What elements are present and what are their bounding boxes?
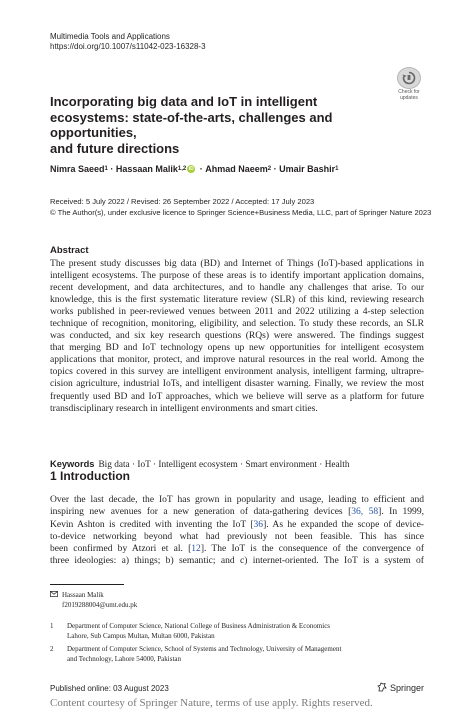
springer-horse-icon	[377, 682, 387, 694]
abstract-line: recent development, and data architectures, and to handle any challenges that arise. To our	[50, 282, 424, 294]
abstract-line: cision agriculture, industrial IoTs, and intelligent disaster warning. Finally, we review the most	[50, 378, 424, 390]
keywords-list: Big data · IoT · Intelligent ecosystem · Smart environment · Health	[98, 460, 350, 470]
check-updates-line2: updates	[400, 94, 418, 101]
affiliation-line: Department of Computer Science, National College of Business Administration & Economics	[67, 622, 331, 630]
author-name[interactable]: Umair Bashir	[279, 164, 336, 174]
author-name[interactable]: Ahmad Naeem	[205, 164, 268, 174]
introduction-text	[50, 494, 424, 568]
abstract-line: applications that monitor, protect, and improve natural resources in the real world. Among the	[50, 354, 424, 366]
abstract-line: that merging BD and IoT technology opens up new opportunities for intelligent ecosystem	[50, 342, 424, 354]
abstract-line: transdisciplinary research in intelligent environments and smart cities.	[50, 402, 318, 414]
journal-name: Multimedia Tools and Applications	[50, 32, 170, 41]
publisher-name: Springer	[390, 683, 425, 693]
abstract-line: works published in peer-reviewed venues between 2011 and 2022 utilizing a 4-step selection	[50, 306, 424, 318]
title-line: Incorporating big data and IoT in intelligent	[50, 94, 318, 109]
keywords-label: Keywords	[50, 459, 95, 469]
author-name[interactable]: Hassaan Malik	[115, 164, 178, 174]
section-heading-introduction: 1 Introduction	[50, 469, 130, 483]
doi-link[interactable]: https://doi.org/10.1007/s11042-023-16328-3	[50, 42, 206, 51]
affiliation-number: 1	[50, 622, 54, 630]
author-affil-sup: 1	[335, 166, 339, 172]
author-name[interactable]: Nimra Saeed	[50, 164, 105, 174]
author-affil-sup: 1,2	[177, 166, 187, 172]
author-separator: ·	[197, 164, 206, 174]
article-dates	[50, 197, 431, 218]
title-line: and future directions	[50, 140, 180, 156]
abstract-heading: Abstract	[50, 245, 89, 256]
author-affil-sup: 1	[104, 166, 108, 172]
abstract-line: technique of recognition, monitoring, eligibility, and selection. To study these records, an SLR	[50, 318, 424, 330]
author-affil-sup: 2	[267, 166, 272, 172]
intro-line: been confirmed by Atzori et al. [12]. The IoT is the consequence of the convergence of	[50, 543, 424, 555]
affiliation-line: and Technology, Lahore 54000, Pakistan	[67, 654, 182, 663]
citation-link[interactable]: 36, 58	[351, 506, 379, 518]
intro-line: Over the last decade, the IoT has grown in popularity and usage, leading to efficient and	[50, 494, 424, 505]
author-separator: ·	[107, 164, 116, 174]
abstract-line: was conducted, and six key research questions (RQs) were answered. The findings suggest	[50, 330, 424, 342]
intro-line: three ideologies: a) things; b) semantic; and c) internet-oriented. The IoT is a system of	[50, 555, 424, 567]
copyright-notice: © The Author(s), under exclusive licence to Springer Science+Business Media, LLC, part of Springer Nature 2023	[50, 207, 432, 217]
abstract-line: knowledge, this is the first systematic literature review (SLR) of this kind, reviewing research	[50, 294, 424, 306]
corresponding-author: Hassaan Malik	[62, 591, 104, 599]
intro-line: Kevin Ashton is credited with inventing the IoT [36]. As he expanded the scope of device-	[50, 518, 424, 530]
correspondence	[50, 590, 137, 610]
published-date: Published online: 03 August 2023	[50, 684, 169, 693]
author-list	[50, 164, 339, 174]
footnote-divider	[50, 584, 124, 585]
abstract-text	[50, 258, 424, 415]
journal-header	[50, 32, 206, 52]
orcid-icon[interactable]: iD	[188, 166, 194, 172]
abstract-line: topics covered in this survey are intelligent environment analysis, intelligent farming, ultrapre-	[50, 366, 424, 378]
check-updates-icon	[397, 67, 421, 89]
abstract-line: frequently used BD and IoT approaches, which we believe will serve as a platform for future	[50, 390, 424, 402]
intro-line: inspiring new avenues for a new generation of data-gathering devices [36, 58]. In 1999,	[50, 506, 424, 518]
corresponding-email[interactable]: f2019288004@umt.edu.pk	[62, 601, 138, 609]
paper-title	[50, 94, 420, 156]
courtesy-watermark: Content courtesy of Springer Nature, terms of use apply. Rights reserved.	[50, 697, 373, 709]
author-separator: ·	[271, 164, 280, 174]
affiliation-line: Lahore, Sub Campus Multan, Multan 6000, Pakistan	[67, 631, 215, 640]
citation-link[interactable]: 12	[191, 543, 201, 555]
intro-line: to-device networking beyond what had previously not been feasible. This has since	[50, 530, 424, 542]
history-dates: Received: 5 July 2022 / Revised: 26 September 2022 / Accepted: 17 July 2023	[50, 197, 315, 206]
affiliation-number: 2	[50, 645, 54, 653]
abstract-line: intelligent ecosystems. The purpose of these areas is to identify important application domains,	[50, 270, 424, 282]
envelope-icon	[50, 590, 62, 600]
check-updates-line1: Check for	[398, 89, 420, 95]
title-line: ecosystems: state-of-the-arts, challenges and opportunities,	[50, 109, 333, 140]
publisher-logo	[377, 682, 424, 694]
abstract-line: The present study discusses big data (BD) and Internet of Things (IoT)-based applications in	[50, 258, 424, 269]
affiliation-line: Department of Computer Science, School of Systems and Technology, University of Management	[67, 645, 342, 653]
citation-link[interactable]: 36	[253, 518, 264, 530]
